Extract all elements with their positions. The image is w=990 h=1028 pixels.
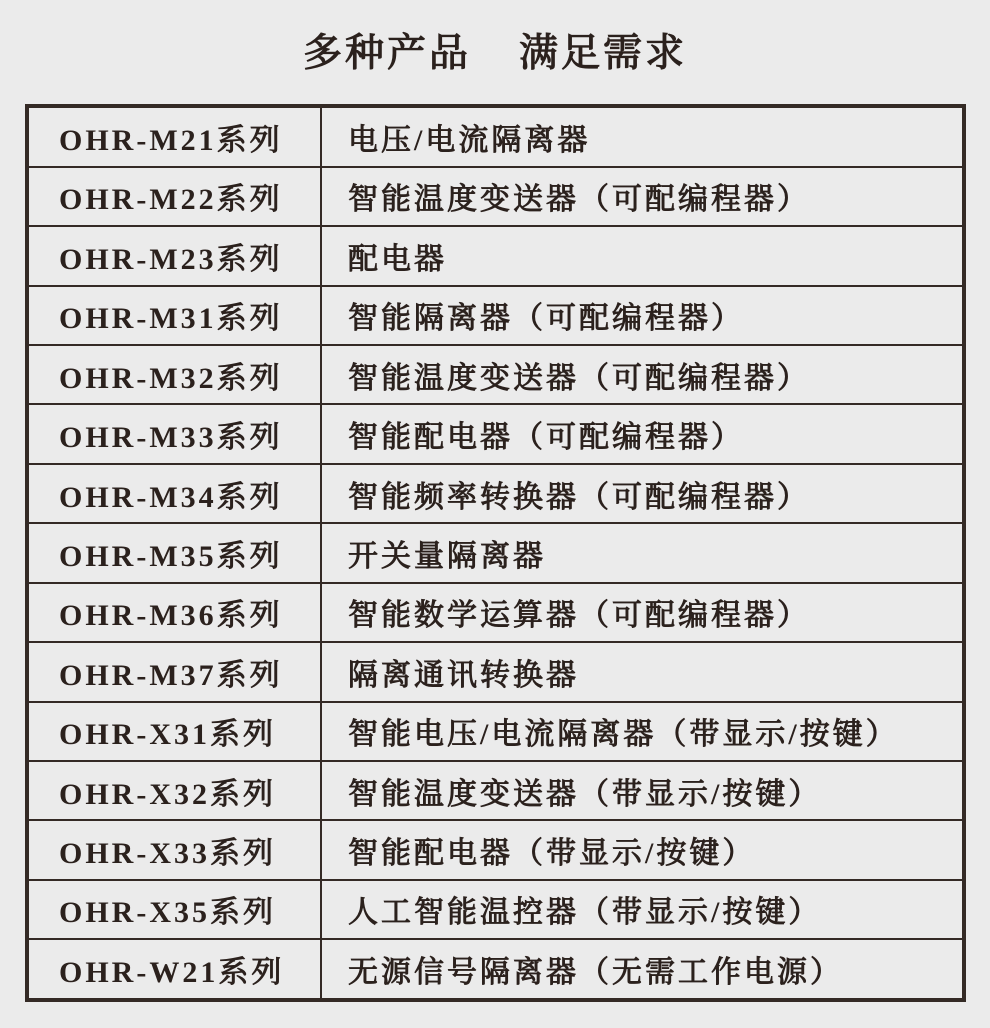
product-description-cell: 智能频率转换器（可配编程器） xyxy=(321,464,964,523)
table-row xyxy=(27,106,964,167)
series-name-cell: OHR-M32系列 xyxy=(27,345,321,404)
product-description-cell: 人工智能温控器（带显示/按键） xyxy=(321,880,964,939)
table-row xyxy=(27,702,964,761)
series-name-cell: OHR-M23系列 xyxy=(27,226,321,285)
table-row xyxy=(27,167,964,226)
product-table xyxy=(25,104,966,1002)
table-row xyxy=(27,939,964,1000)
product-description-cell: 智能隔离器（可配编程器） xyxy=(321,286,964,345)
product-description-cell: 智能数学运算器（可配编程器） xyxy=(321,583,964,642)
series-name-cell: OHR-M22系列 xyxy=(27,167,321,226)
series-name-cell: OHR-M34系列 xyxy=(27,464,321,523)
page-title-part-2: 满足需求 xyxy=(519,32,688,75)
table-row xyxy=(27,820,964,879)
product-description-cell: 智能配电器（带显示/按键） xyxy=(321,820,964,879)
product-description-cell: 智能温度变送器（可配编程器） xyxy=(321,345,964,404)
product-description-cell: 隔离通讯转换器 xyxy=(321,642,964,701)
page-title-part-1: 多种产品 xyxy=(302,32,471,75)
product-description-cell: 智能温度变送器（带显示/按键） xyxy=(321,761,964,820)
product-description-cell: 开关量隔离器 xyxy=(321,523,964,582)
table-row xyxy=(27,286,964,345)
product-description-cell: 智能温度变送器（可配编程器） xyxy=(321,167,964,226)
series-name-cell: OHR-X31系列 xyxy=(27,702,321,761)
table-row xyxy=(27,345,964,404)
series-name-cell: OHR-M36系列 xyxy=(27,583,321,642)
series-name-cell: OHR-M31系列 xyxy=(27,286,321,345)
series-name-cell: OHR-M35系列 xyxy=(27,523,321,582)
table-row xyxy=(27,523,964,582)
series-name-cell: OHR-M33系列 xyxy=(27,404,321,463)
series-name-cell: OHR-X32系列 xyxy=(27,761,321,820)
table-row xyxy=(27,642,964,701)
product-description-cell: 无源信号隔离器（无需工作电源） xyxy=(321,939,964,1000)
table-row xyxy=(27,761,964,820)
series-name-cell: OHR-M21系列 xyxy=(27,106,321,167)
table-row xyxy=(27,880,964,939)
product-table-body xyxy=(27,106,964,1000)
series-name-cell: OHR-W21系列 xyxy=(27,939,321,1000)
table-row xyxy=(27,226,964,285)
product-description-cell: 智能配电器（可配编程器） xyxy=(321,404,964,463)
product-description-cell: 配电器 xyxy=(321,226,964,285)
page-title xyxy=(0,22,990,78)
table-row xyxy=(27,404,964,463)
product-description-cell: 电压/电流隔离器 xyxy=(321,106,964,167)
table-row xyxy=(27,583,964,642)
series-name-cell: OHR-X33系列 xyxy=(27,820,321,879)
series-name-cell: OHR-M37系列 xyxy=(27,642,321,701)
product-description-cell: 智能电压/电流隔离器（带显示/按键） xyxy=(321,702,964,761)
table-row xyxy=(27,464,964,523)
series-name-cell: OHR-X35系列 xyxy=(27,880,321,939)
